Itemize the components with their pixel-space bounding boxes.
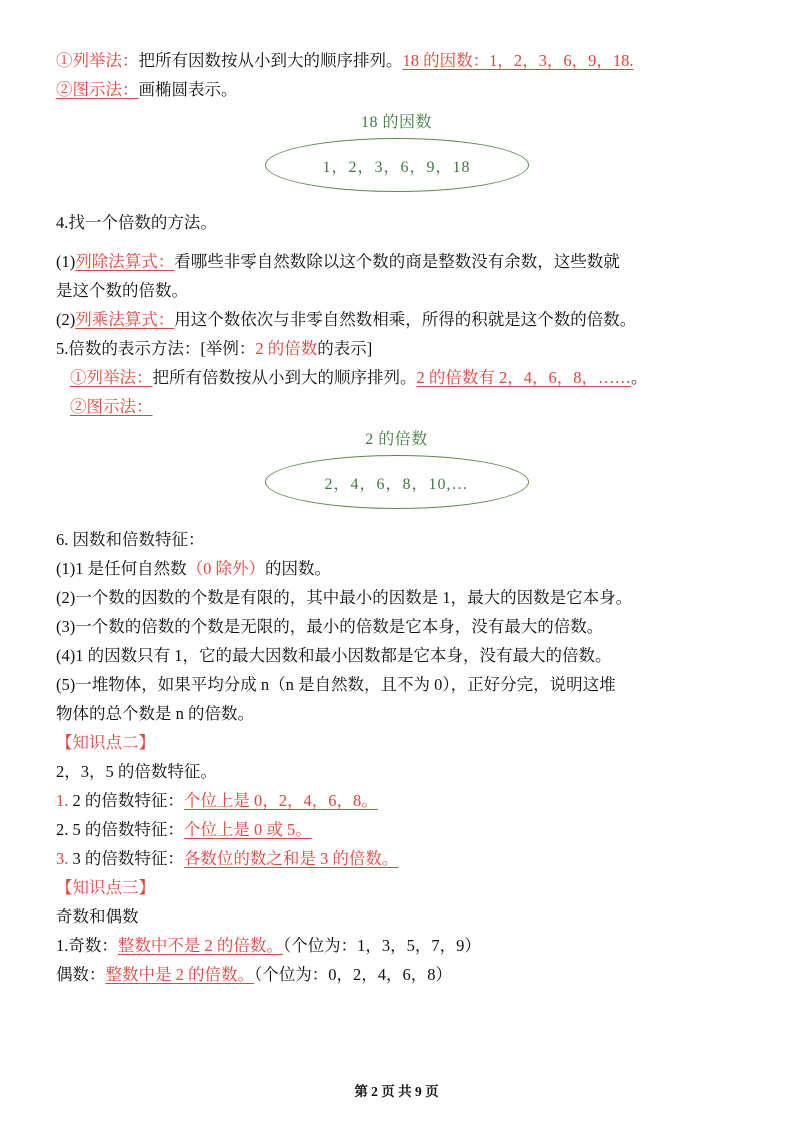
- section-4-title: 4.找一个倍数的方法。: [56, 213, 217, 232]
- section-5-title-a: 5.倍数的表示方法：[举例：: [56, 339, 256, 358]
- diagram-method-line: [56, 75, 737, 104]
- section-5-item-1: [56, 363, 737, 392]
- section-5-title-b: 的表示]: [317, 339, 373, 358]
- enumeration-result-2: 2 的倍数有 2，4，6，8，……: [416, 368, 631, 387]
- knowledge-point-3-title: 【知识点三】: [56, 878, 155, 897]
- multiples-of-2-figure: [56, 429, 737, 509]
- section-6-item-2: (2)一个数的因数的个数是有限的，其中最小的因数是 1，最大的因数是它本身。: [56, 588, 633, 607]
- division-method-label: 列除法算式：: [75, 252, 175, 271]
- odd-number-definition: [56, 931, 737, 960]
- enumeration-method-line: [56, 46, 737, 75]
- section-6-item-1-b: 的因数。: [265, 559, 331, 578]
- kp2-rule-1-text: 2 的倍数特征：: [72, 791, 184, 810]
- section-6-item-1: [56, 554, 737, 583]
- odd-number-result: 整数中不是 2 的倍数。: [117, 936, 283, 955]
- odd-number-label: 1.奇数：: [56, 936, 118, 955]
- section-6-title: 6. 因数和倍数特征：: [56, 530, 205, 549]
- section-6-item-4: (4)1 的因数只有 1，它的最大因数和最小因数都是它本身，没有最大的倍数。: [56, 646, 612, 665]
- kp2-rule-2-number: 2.: [56, 820, 69, 839]
- kp2-rule-3-text: 3 的倍数特征：: [72, 849, 184, 868]
- section-6-item-1-a: (1)1 是任何自然数: [56, 559, 187, 578]
- enumeration-method-result: 18 的因数：1，2，3，6，9，18.: [402, 51, 634, 70]
- section-4-item-1: [56, 247, 737, 305]
- section-6-item-1-highlight: （0 除外）: [186, 559, 265, 578]
- kp2-rule-3-result: 各数位的数之和是 3 的倍数。: [183, 849, 399, 868]
- section-6-item-5-b: 物体的总个数是 n 的倍数。: [56, 704, 254, 723]
- factors-of-18-figure: [56, 112, 737, 192]
- enumeration-text-2: 把所有倍数按从小到大的顺序排列。: [152, 368, 417, 387]
- kp2-rule-1: [56, 786, 737, 815]
- section-5-item-2: [56, 392, 737, 421]
- figure-title: 2 的倍数: [365, 431, 428, 448]
- kp2-rule-1-number: 1.: [56, 791, 69, 810]
- even-number-label: 偶数：: [56, 965, 106, 984]
- item-number: (2): [56, 310, 76, 329]
- kp2-rule-1-result: 个位上是 0，2，4，6，8。: [183, 791, 378, 810]
- section-6-item-5-a: (5)一堆物体，如果平均分成 n（n 是自然数，且不为 0），正好分完，说明这堆: [56, 675, 616, 694]
- enumeration-method-text: 把所有因数按从小到大的顺序排列。: [138, 51, 403, 70]
- figure-title: 18 的因数: [360, 114, 432, 131]
- section-5-title-highlight: 2 的倍数: [255, 339, 318, 358]
- kp2-rule-2-result: 个位上是 0 或 5。: [183, 820, 312, 839]
- enumeration-end-2: 。: [631, 368, 648, 387]
- kp2-rule-3-number: 3.: [56, 849, 69, 868]
- diagram-method-text: 画椭圆表示。: [138, 80, 238, 99]
- multiplication-method-text: 用这个数依次与非零自然数相乘，所得的积就是这个数的倍数。: [174, 310, 637, 329]
- even-number-definition: [56, 960, 737, 989]
- figure-content: 2，4，6，8，10,…: [324, 475, 469, 493]
- knowledge-point-3-subtitle: 奇数和偶数: [56, 907, 139, 926]
- knowledge-point-2-title: 【知识点二】: [56, 733, 155, 752]
- kp2-rule-2-text: 5 的倍数特征：: [72, 820, 184, 839]
- enumeration-label-2: ①列举法：: [70, 368, 153, 387]
- multiplication-method-label: 列乘法算式：: [75, 310, 175, 329]
- figure-content: 1，2，3，6，9，18: [322, 158, 471, 176]
- even-number-note: （个位为：0，2，4，6，8）: [254, 965, 452, 984]
- section-6-item-3: (3)一个数的倍数的个数是无限的，最小的倍数是它本身，没有最大的倍数。: [56, 617, 604, 636]
- kp2-rule-3: [56, 844, 737, 873]
- knowledge-point-2-subtitle: 2，3，5 的倍数特征。: [56, 762, 217, 781]
- figure-ellipse: [265, 138, 529, 192]
- division-method-text-a: 看哪些非零自然数除以这个数的商是整数没有余数，这些数就: [174, 252, 620, 271]
- figure-ellipse: [265, 455, 529, 509]
- section-4-item-2: [56, 305, 737, 334]
- odd-number-note: （个位为：1，3，5，7，9）: [282, 936, 481, 955]
- section-5-title: [56, 334, 737, 363]
- even-number-result: 整数中是 2 的倍数。: [105, 965, 254, 984]
- diagram-label-2: ②图示法：: [70, 397, 153, 416]
- item-number: (1): [56, 252, 76, 271]
- kp2-rule-2: [56, 815, 737, 844]
- enumeration-method-label: ①列举法：: [56, 51, 139, 70]
- diagram-method-label: ②图示法：: [56, 80, 139, 99]
- page-footer: 第 2 页 共 9 页: [354, 1084, 439, 1099]
- division-method-text-b: 是这个数的倍数。: [56, 281, 188, 300]
